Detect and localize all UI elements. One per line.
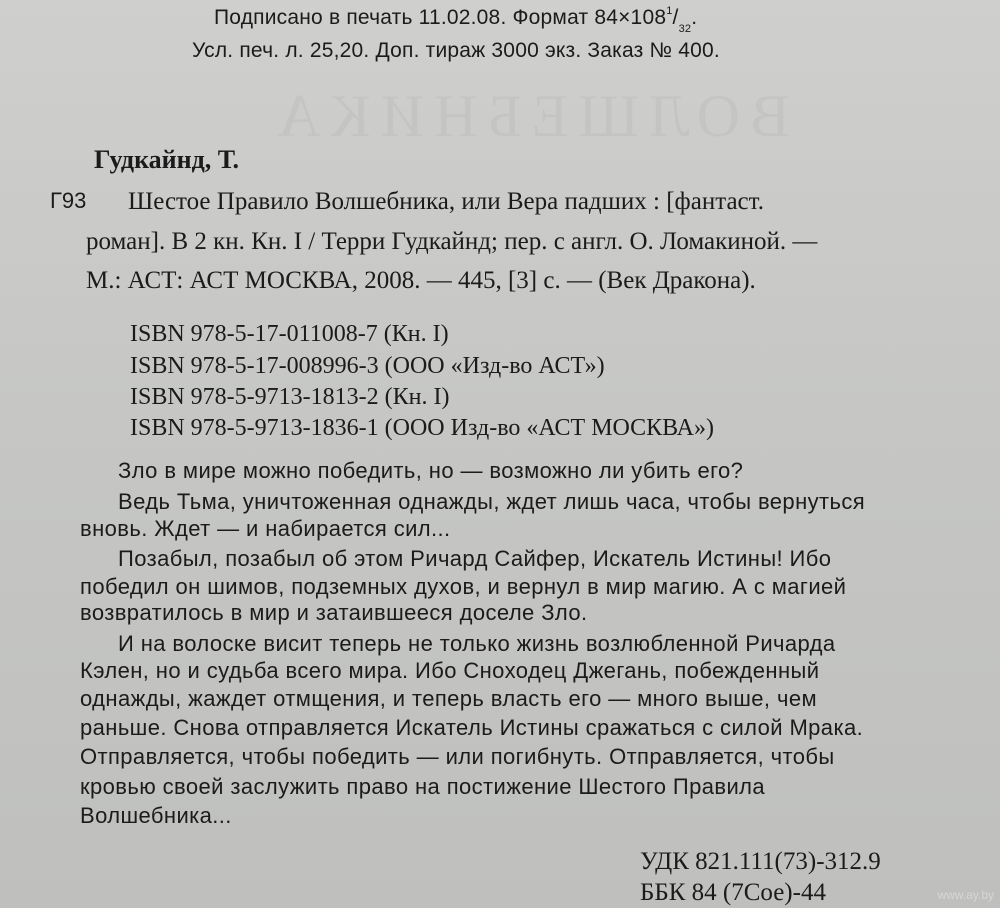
isbn-4: ISBN 978-5-9713-1836-1 (ООО Изд-во «АСТ МОСКВА»)	[130, 415, 714, 441]
show-through-print: ВОЛШЕБНИКА	[267, 83, 790, 149]
imprint-format-sup: 1	[666, 5, 673, 17]
annotation-line-11: Отправляется, чтобы победить — или погибнуть. Отправляется, чтобы	[80, 744, 835, 769]
annotation-line-8: Кэлен, но и судьба всего мира. Ибо Сноходец Джегань, побежденный	[80, 658, 820, 683]
annotation-line-7: И на волоске висит теперь не только жизнь возлюбленной Ричарда	[118, 631, 836, 656]
catalog-line-1: Шестое Правило Волшебника, или Вера падших : [фантаст.	[128, 188, 764, 215]
isbn-3: ISBN 978-5-9713-1813-2 (Кн. I)	[130, 384, 450, 410]
annotation-line-9: однажды, жаждет отмщения, и теперь власть его — много выше, чем	[80, 686, 817, 711]
isbn-2: ISBN 978-5-17-008996-3 (ООО «Изд-во АСТ»)	[130, 353, 605, 379]
annotation-line-5: победил он шимов, подземных духов, и вернул в мир магию. А с магией	[80, 574, 847, 599]
imprint-line-2: Усл. печ. л. 25,20. Доп. тираж 3000 экз. Заказ № 400.	[192, 39, 720, 62]
catalog-code: Г93	[50, 188, 87, 213]
catalog-line-2: роман]. В 2 кн. Кн. I / Терри Гудкайнд; пер. с англ. О. Ломакиной. —	[86, 228, 818, 255]
author-heading: Гудкайнд, Т.	[94, 145, 240, 174]
annotation-line-6: возвратилось в мир и затаившееся доселе Зло.	[80, 600, 588, 625]
annotation-line-4: Позабыл, позабыл об этом Ричард Сайфер, Искатель Истины! Ибо	[118, 546, 832, 571]
imprint-line-1	[214, 5, 698, 35]
imprint-format-sub: 32	[678, 23, 692, 35]
udk-code: УДК 821.111(73)-312.9	[640, 848, 881, 875]
annotation-line-13: Волшебника...	[80, 803, 232, 828]
annotation-line-12: кровью своей заслужить право на постижение Шестого Правила	[80, 774, 766, 799]
imprint-format-slash: /	[672, 6, 679, 29]
bbk-code: ББК 84 (7Сое)-44	[640, 879, 826, 906]
annotation-line-3: вновь. Ждет — и набирается сил...	[80, 516, 451, 541]
annotation-line-10: раньше. Снова отправляется Искатель Истины сражаться с силой Мрака.	[80, 715, 864, 740]
imprint-line-1-text: Подписано в печать 11.02.08. Формат 84×108	[214, 6, 667, 29]
isbn-1: ISBN 978-5-17-011008-7 (Кн. I)	[130, 321, 449, 347]
imprint-format-end: .	[691, 6, 698, 29]
annotation-line-1: Зло в мире можно победить, но — возможно ли убить его?	[118, 458, 744, 483]
catalog-line-3: М.: АСТ: АСТ МОСКВА, 2008. — 445, [3] с. — (Век Дракона).	[86, 267, 756, 294]
site-watermark: www.ay.by	[937, 888, 994, 902]
annotation-line-2: Ведь Тьма, уничтоженная однажды, ждет лишь часа, чтобы вернуться	[118, 489, 866, 514]
